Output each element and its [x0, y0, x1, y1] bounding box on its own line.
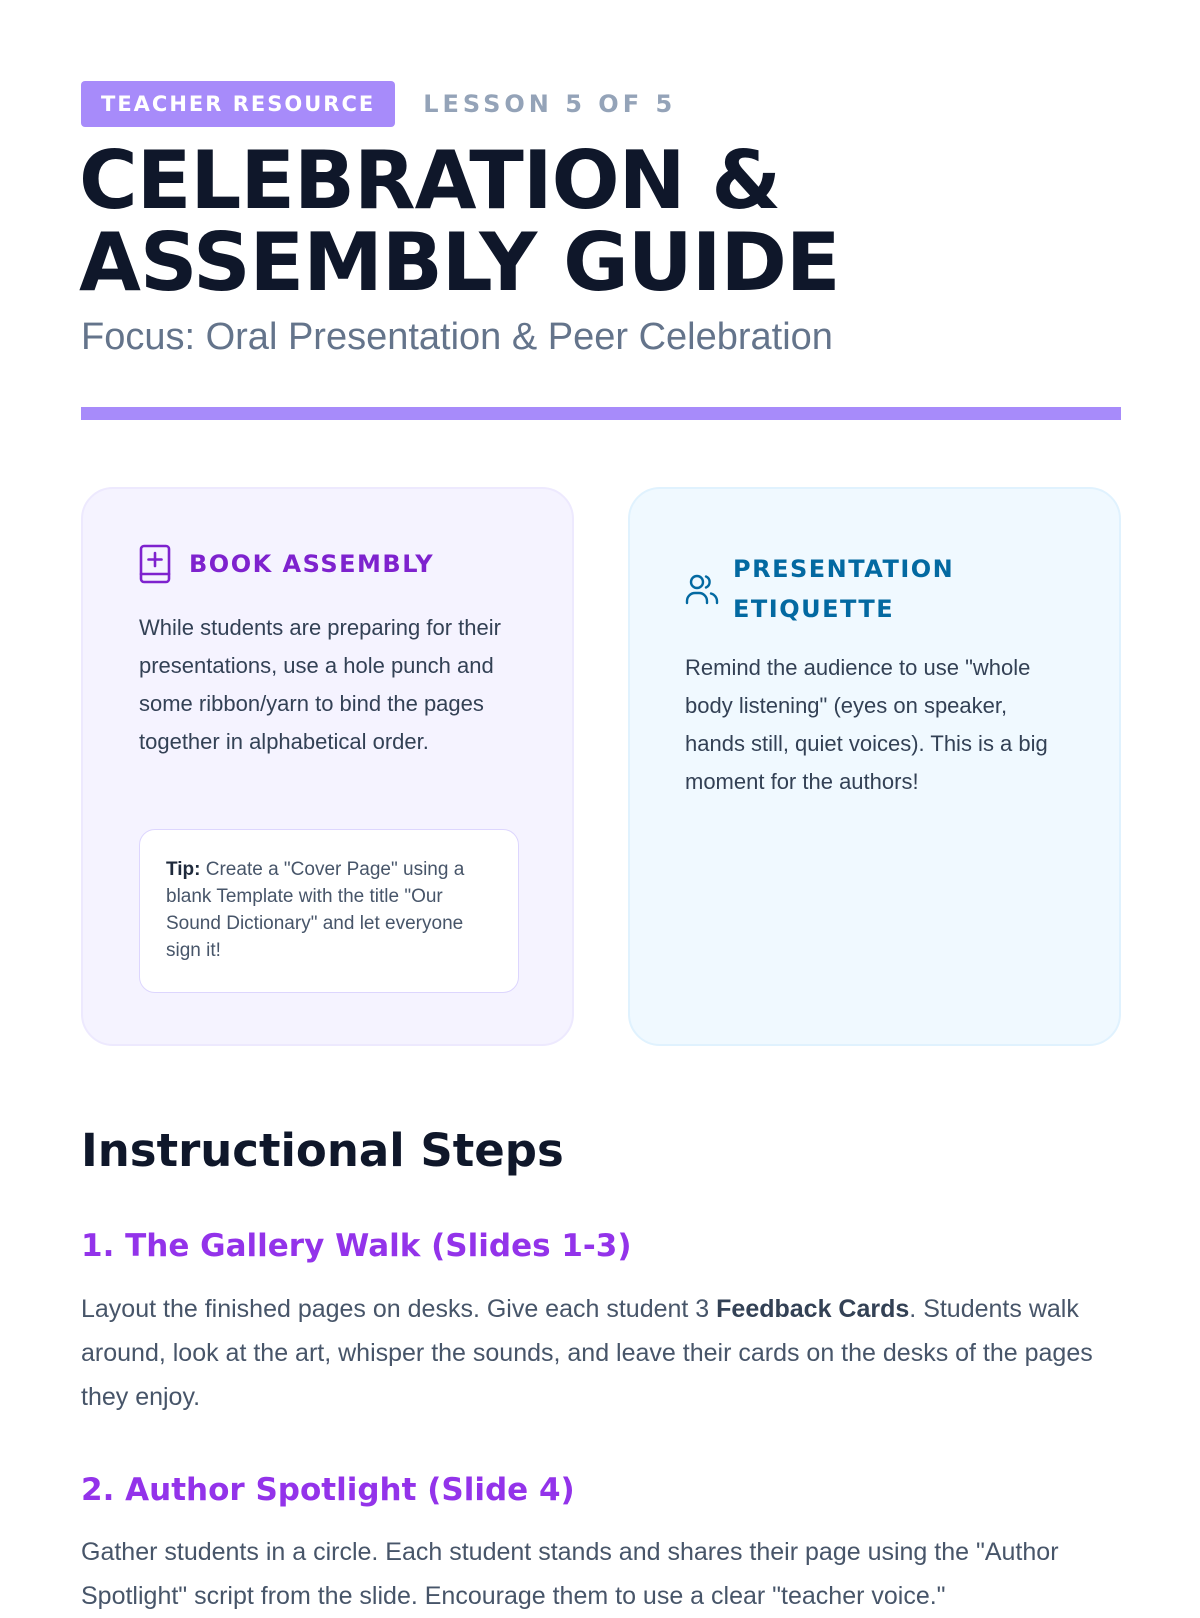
step-1-text-end: . Students walk around, look at the art, whisper the sounds, and leave their cards on the desks of the pages they enjoy.	[81, 1295, 1093, 1411]
header-row	[81, 81, 676, 127]
step-2-text: Gather students in a circle. Each student stands and shares their page using the "Author Spotlight" script from the slide. Encourage them to use a clear "teacher voice."	[81, 1538, 1059, 1610]
lesson-indicator: LESSON 5 OF 5	[423, 90, 677, 118]
page-title	[79, 134, 840, 309]
step-1-text	[81, 1287, 1121, 1419]
book-assembly-card	[81, 487, 574, 1046]
title-line-2: ASSEMBLY GUIDE	[79, 216, 840, 309]
users-icon	[685, 572, 719, 606]
presentation-etiquette-card	[628, 487, 1121, 1046]
feedback-cards-term: Feedback Cards	[716, 1295, 910, 1323]
book-assembly-header	[139, 544, 434, 584]
page-subtitle: Focus: Oral Presentation & Peer Celebration	[81, 316, 833, 358]
accent-divider	[81, 407, 1121, 420]
step-2-title: 2. Author Spotlight (Slide 4)	[81, 1472, 575, 1508]
book-assembly-title: BOOK ASSEMBLY	[189, 550, 435, 578]
tip-box	[139, 829, 519, 993]
presentation-etiquette-text: Remind the audience to use "whole body listening" (eyes on speaker, hands still, quiet voices). This is a big moment for the authors!	[685, 655, 1048, 794]
book-plus-icon	[139, 544, 171, 584]
instructional-steps-heading: Instructional Steps	[81, 1124, 564, 1177]
book-assembly-text: While students are preparing for their presentations, use a hole punch and some ribbon/yarn to bind the pages together in alphabetical order.	[139, 615, 501, 754]
lesson-guide-page	[79, 0, 1121, 1610]
presentation-etiquette-header	[685, 549, 993, 629]
step-1-text-start: Layout the finished pages on desks. Give each student 3	[81, 1295, 717, 1323]
teacher-resource-badge: TEACHER RESOURCE	[81, 81, 395, 127]
title-line-1: CELEBRATION &	[79, 134, 781, 227]
tip-text: Create a "Cover Page" using a blank Template with the title "Our Sound Dictionary" and let everyone sign it!	[166, 859, 465, 961]
presentation-etiquette-title: PRESENTATION ETIQUETTE	[733, 555, 955, 623]
step-1-title: 1. The Gallery Walk (Slides 1-3)	[81, 1228, 632, 1264]
tip-label: Tip:	[166, 859, 201, 880]
